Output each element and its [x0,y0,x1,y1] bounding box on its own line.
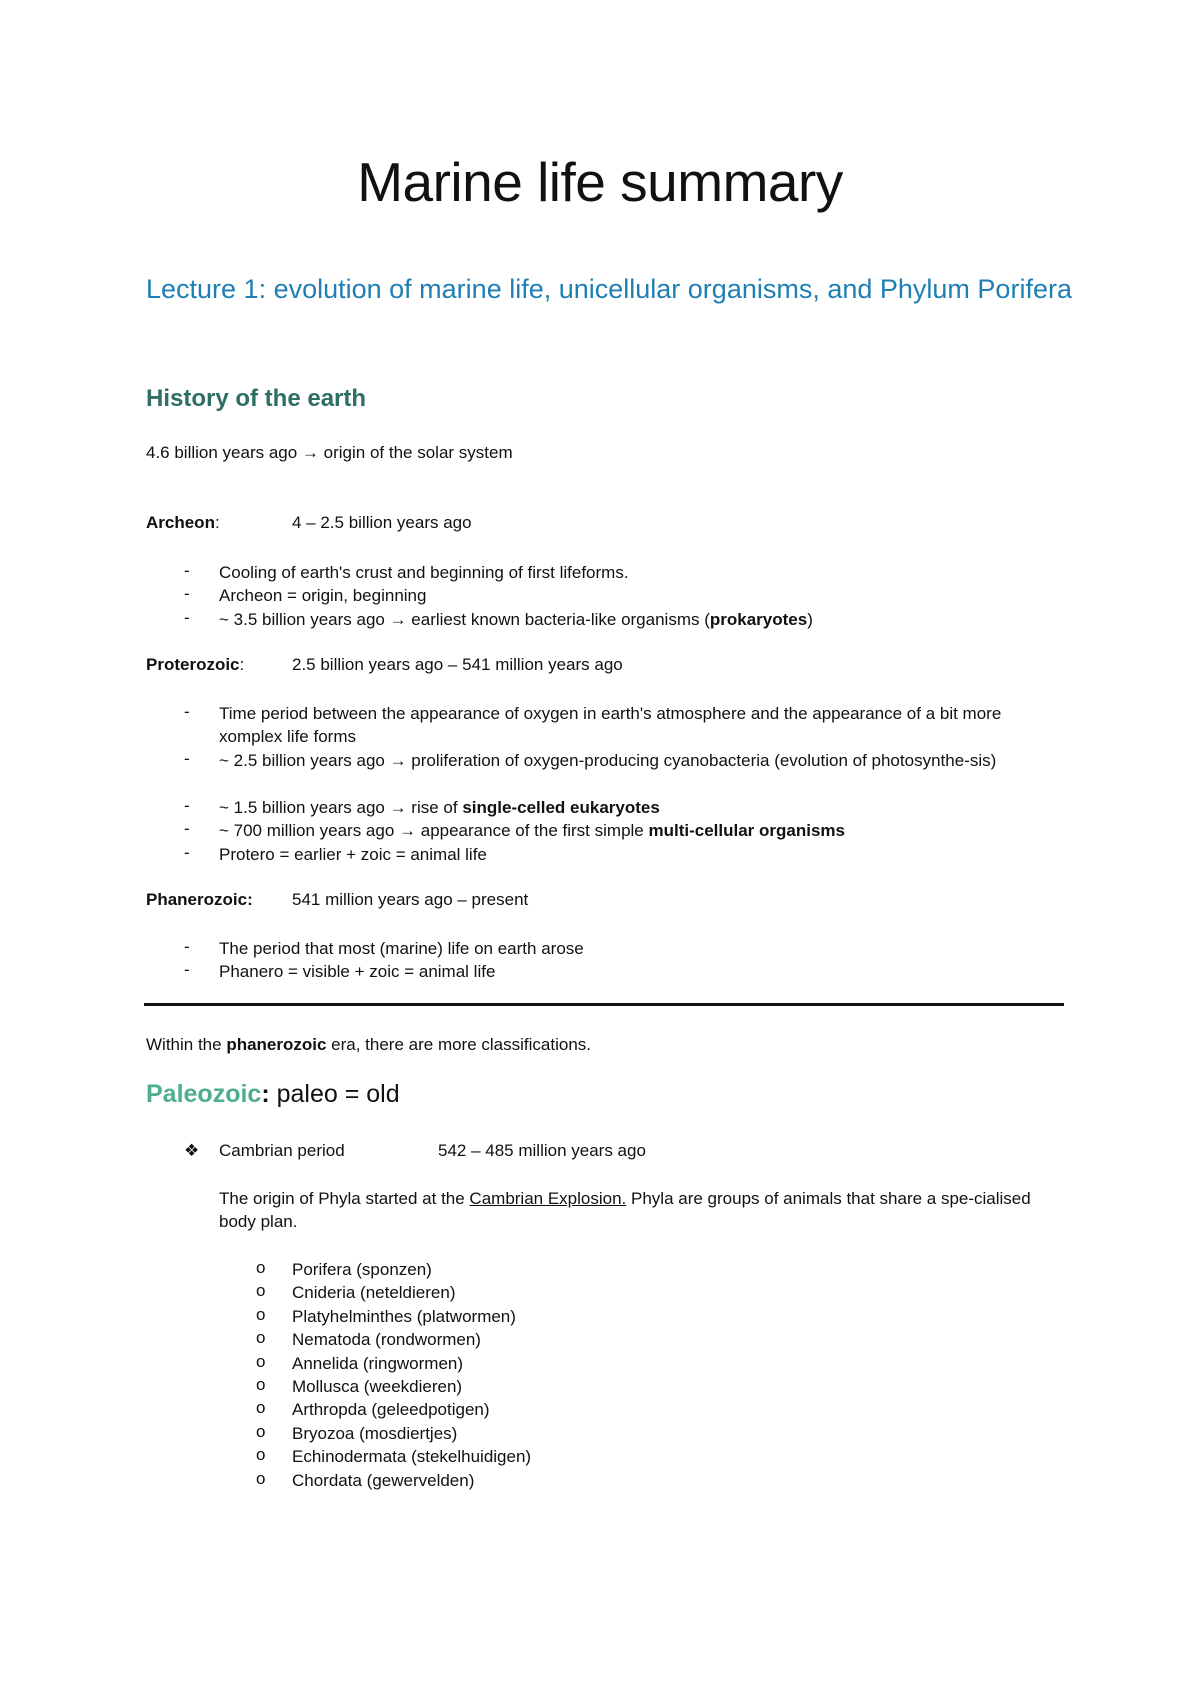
bullet-dash: - [184,584,190,603]
phylum-item: Mollusca (weekdieren) [292,1377,463,1396]
proterozoic-item: Protero = earlier + zoic = animal life [219,845,487,864]
circle-bullet-icon: o [256,1375,266,1394]
proterozoic-item: ~ 700 million years ago → appearance of the first simple multi-cellular organisms [219,821,845,840]
archeon-item: ~ 3.5 billion years ago → earliest known bacteria-like organisms (prokaryotes) [219,610,813,629]
cambrian-range: 542 – 485 million years ago [438,1141,646,1160]
bullet-dash: - [184,561,190,580]
proterozoic-range: 2.5 billion years ago – 541 million years ago [292,655,623,674]
proterozoic-item: Time period between the appearance of oxygen in earth's atmosphere and the appearance of a bit more xomplex life forms [219,704,1002,746]
circle-bullet-icon: o [256,1352,266,1371]
phylum-item: Platyhelminthes (platwormen) [292,1307,516,1326]
horizontal-divider [144,1003,1064,1006]
diamond-bullet-icon: ❖ [184,1141,200,1160]
circle-bullet-icon: o [256,1422,266,1441]
phylum-item: Nematoda (rondwormen) [292,1330,481,1349]
cambrian-paragraph: The origin of Phyla started at the Cambrian Explosion. Phyla are groups of animals that share a spe-cialised body plan. [219,1189,1031,1231]
circle-bullet-icon: o [256,1281,266,1300]
phanerozoic-range: 541 million years ago – present [292,890,529,909]
document-title: Marine life summary [357,151,843,213]
proterozoic-item: ~ 2.5 billion years ago → proliferation of oxygen-producing cyanobacteria (evolution of photosynthe-sis) [219,751,997,770]
archeon-range: 4 – 2.5 billion years ago [292,513,472,532]
circle-bullet-icon: o [256,1305,266,1324]
phanerozoic-item: Phanero = visible + zoic = animal life [219,962,496,981]
cambrian-label: Cambrian period [219,1141,345,1160]
bullet-dash: - [184,819,190,838]
bullet-dash: - [184,608,190,627]
lecture-heading: Lecture 1: evolution of marine life, unicellular organisms, and Phylum Porifera [146,274,1072,304]
bullet-dash: - [184,796,190,815]
within-line: Within the phanerozoic era, there are more classifications. [146,1035,591,1054]
phylum-item: Annelida (ringwormen) [292,1354,464,1373]
phylum-item: Echinodermata (stekelhuidigen) [292,1447,532,1466]
phylum-item: Cnideria (neteldieren) [292,1283,456,1302]
proterozoic-label: Proterozoic: [146,655,245,674]
circle-bullet-icon: o [256,1328,266,1347]
bullet-dash: - [184,843,190,862]
phylum-item: Chordata (gewervelden) [292,1471,475,1490]
archeon-item: Archeon = origin, beginning [219,586,427,605]
bullet-dash: - [184,702,190,721]
circle-bullet-icon: o [256,1445,266,1464]
bullet-dash: - [184,937,190,956]
circle-bullet-icon: o [256,1469,266,1488]
bullet-dash: - [184,749,190,768]
circle-bullet-icon: o [256,1258,266,1277]
paleozoic-heading: Paleozoic: paleo = old [146,1080,400,1108]
proterozoic-item: ~ 1.5 billion years ago → rise of single-celled eukaryotes [219,798,660,817]
phanerozoic-label: Phanerozoic: [146,890,253,909]
phylum-item: Porifera (sponzen) [292,1260,432,1279]
archeon-item: Cooling of earth's crust and beginning of first lifeforms. [219,563,629,582]
phylum-item: Arthropda (geleedpotigen) [292,1400,490,1419]
archeon-label: Archeon: [146,513,220,532]
phanerozoic-item: The period that most (marine) life on earth arose [219,939,584,958]
history-heading: History of the earth [146,385,367,412]
intro-line: 4.6 billion years ago → origin of the solar system [146,443,513,462]
cambrian-explosion-link[interactable]: Cambrian Explosion. [469,1189,627,1208]
bullet-dash: - [184,960,190,979]
phylum-item: Bryozoa (mosdiertjes) [292,1424,458,1443]
circle-bullet-icon: o [256,1398,266,1417]
